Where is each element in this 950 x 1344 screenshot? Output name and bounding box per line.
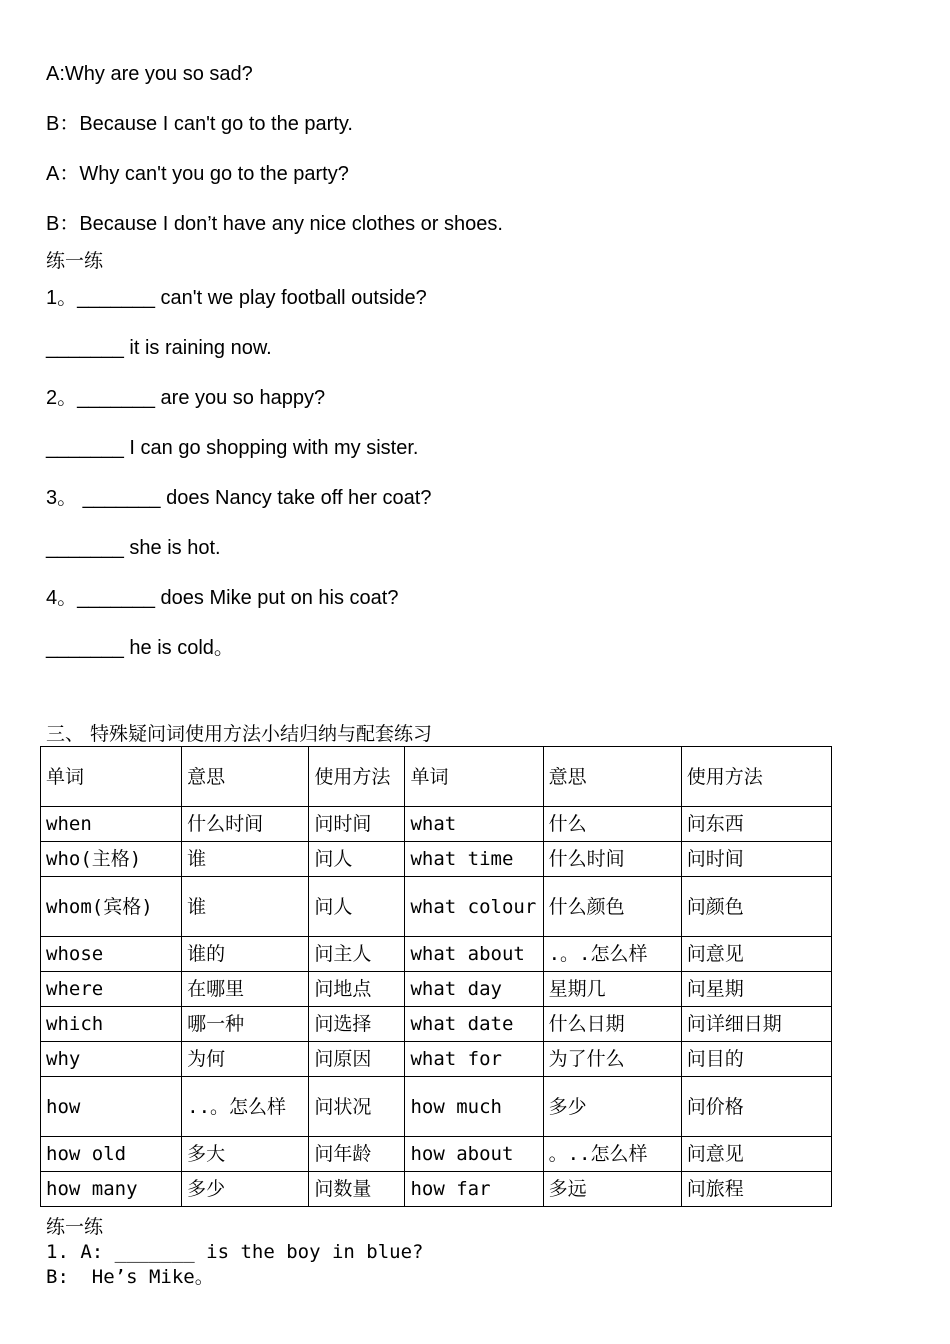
exercise-answer-line: _______ I can go shopping with my sister. xyxy=(46,437,419,459)
dialogue-line-2: B：Because I can't go to the party. xyxy=(46,113,353,135)
table-cell: 问地点 xyxy=(309,972,405,1007)
table-row xyxy=(41,1137,832,1172)
table-cell: 问状况 xyxy=(309,1077,405,1137)
table-cell: whose xyxy=(41,937,182,972)
table-cell: 问颜色 xyxy=(681,877,831,937)
exercise-line: 2。_______ are you so happy? xyxy=(46,387,326,409)
table-cell: 什么时间 xyxy=(543,842,681,877)
table-cell: 问原因 xyxy=(309,1042,405,1077)
table-cell: whom(宾格) xyxy=(41,877,182,937)
exercise-answer-line: _______ it is raining now. xyxy=(46,337,272,359)
table-cell: 。..怎么样 xyxy=(543,1137,681,1172)
table-row xyxy=(41,937,832,972)
table-cell: 为何 xyxy=(182,1042,309,1077)
table-cell: how about xyxy=(405,1137,543,1172)
table-cell: 问数量 xyxy=(309,1172,405,1207)
table-cell: 问年龄 xyxy=(309,1137,405,1172)
table-cell: 问详细日期 xyxy=(681,1007,831,1042)
table-cell: 问价格 xyxy=(681,1077,831,1137)
table-cell: .。.怎么样 xyxy=(543,937,681,972)
table-cell: 问选择 xyxy=(309,1007,405,1042)
table-cell: 多远 xyxy=(543,1172,681,1207)
table-header-cell: 意思 xyxy=(182,747,309,807)
table-cell: how xyxy=(41,1077,182,1137)
exercise-line: 3。 _______ does Nancy take off her coat? xyxy=(46,487,432,509)
table-cell: 问意见 xyxy=(681,1137,831,1172)
table-cell: what day xyxy=(405,972,543,1007)
table-cell: which xyxy=(41,1007,182,1042)
table-cell: what time xyxy=(405,842,543,877)
table-cell: how many xyxy=(41,1172,182,1207)
table-row xyxy=(41,1077,832,1137)
table-row xyxy=(41,807,832,842)
table-cell: 谁 xyxy=(182,877,309,937)
table-cell: what date xyxy=(405,1007,543,1042)
table-cell: how much xyxy=(405,1077,543,1137)
table-cell: 问旅程 xyxy=(681,1172,831,1207)
table-cell: 问人 xyxy=(309,877,405,937)
table-row xyxy=(41,1007,832,1042)
table-header-cell: 单词 xyxy=(405,747,543,807)
table-cell: what for xyxy=(405,1042,543,1077)
table-cell: 为了什么 xyxy=(543,1042,681,1077)
exercise-answer-line: _______ she is hot. xyxy=(46,537,221,559)
question-words-table xyxy=(40,746,832,1207)
exercise-line: 1。_______ can't we play football outside? xyxy=(46,287,427,309)
practice-heading: 练一练 xyxy=(46,250,104,272)
table-cell: 多少 xyxy=(182,1172,309,1207)
table-cell: ..。怎么样 xyxy=(182,1077,309,1137)
table-cell: 多大 xyxy=(182,1137,309,1172)
table-header-cell: 使用方法 xyxy=(681,747,831,807)
table-cell: 问星期 xyxy=(681,972,831,1007)
table-header-cell: 意思 xyxy=(543,747,681,807)
table-cell: 问意见 xyxy=(681,937,831,972)
table-cell: 星期几 xyxy=(543,972,681,1007)
table-cell: 什么 xyxy=(543,807,681,842)
table-cell: 谁的 xyxy=(182,937,309,972)
table-cell: 多少 xyxy=(543,1077,681,1137)
section-title: 三、 特殊疑问词使用方法小结归纳与配套练习 xyxy=(46,723,433,745)
dialogue-line-1: A:Why are you so sad? xyxy=(46,63,253,85)
table-cell: 什么颜色 xyxy=(543,877,681,937)
table-cell: where xyxy=(41,972,182,1007)
table-cell: 什么时间 xyxy=(182,807,309,842)
table-cell: 问人 xyxy=(309,842,405,877)
table-row xyxy=(41,877,832,937)
table-cell: 问东西 xyxy=(681,807,831,842)
table-cell: what xyxy=(405,807,543,842)
table-cell: 在哪里 xyxy=(182,972,309,1007)
table-cell: 问目的 xyxy=(681,1042,831,1077)
exercise-line: 1. A: _______ is the boy in blue? xyxy=(46,1241,424,1263)
table-header-cell: 单词 xyxy=(41,747,182,807)
table-cell: what about xyxy=(405,937,543,972)
table-row xyxy=(41,842,832,877)
table-cell: why xyxy=(41,1042,182,1077)
table-row xyxy=(41,1172,832,1207)
table-row xyxy=(41,1042,832,1077)
table-cell: how far xyxy=(405,1172,543,1207)
table-cell: 问主人 xyxy=(309,937,405,972)
dialogue-line-3: A：Why can't you go to the party? xyxy=(46,163,349,185)
table-header-row xyxy=(41,747,832,807)
table-cell: 问时间 xyxy=(681,842,831,877)
table-cell: how old xyxy=(41,1137,182,1172)
table-cell: 哪一种 xyxy=(182,1007,309,1042)
table-cell: 问时间 xyxy=(309,807,405,842)
exercise-answer-line: B: He’s Mike。 xyxy=(46,1266,214,1288)
table-cell: what colour xyxy=(405,877,543,937)
table-cell: who(主格) xyxy=(41,842,182,877)
table-cell: 什么日期 xyxy=(543,1007,681,1042)
exercise-line: 4。_______ does Mike put on his coat? xyxy=(46,587,399,609)
table-row xyxy=(41,972,832,1007)
dialogue-line-4: B：Because I don’t have any nice clothes or shoes. xyxy=(46,213,503,235)
exercise-answer-line: _______ he is cold。 xyxy=(46,637,234,659)
table-cell: 谁 xyxy=(182,842,309,877)
practice-heading-2: 练一练 xyxy=(46,1216,104,1238)
table-cell: when xyxy=(41,807,182,842)
table-header-cell: 使用方法 xyxy=(309,747,405,807)
